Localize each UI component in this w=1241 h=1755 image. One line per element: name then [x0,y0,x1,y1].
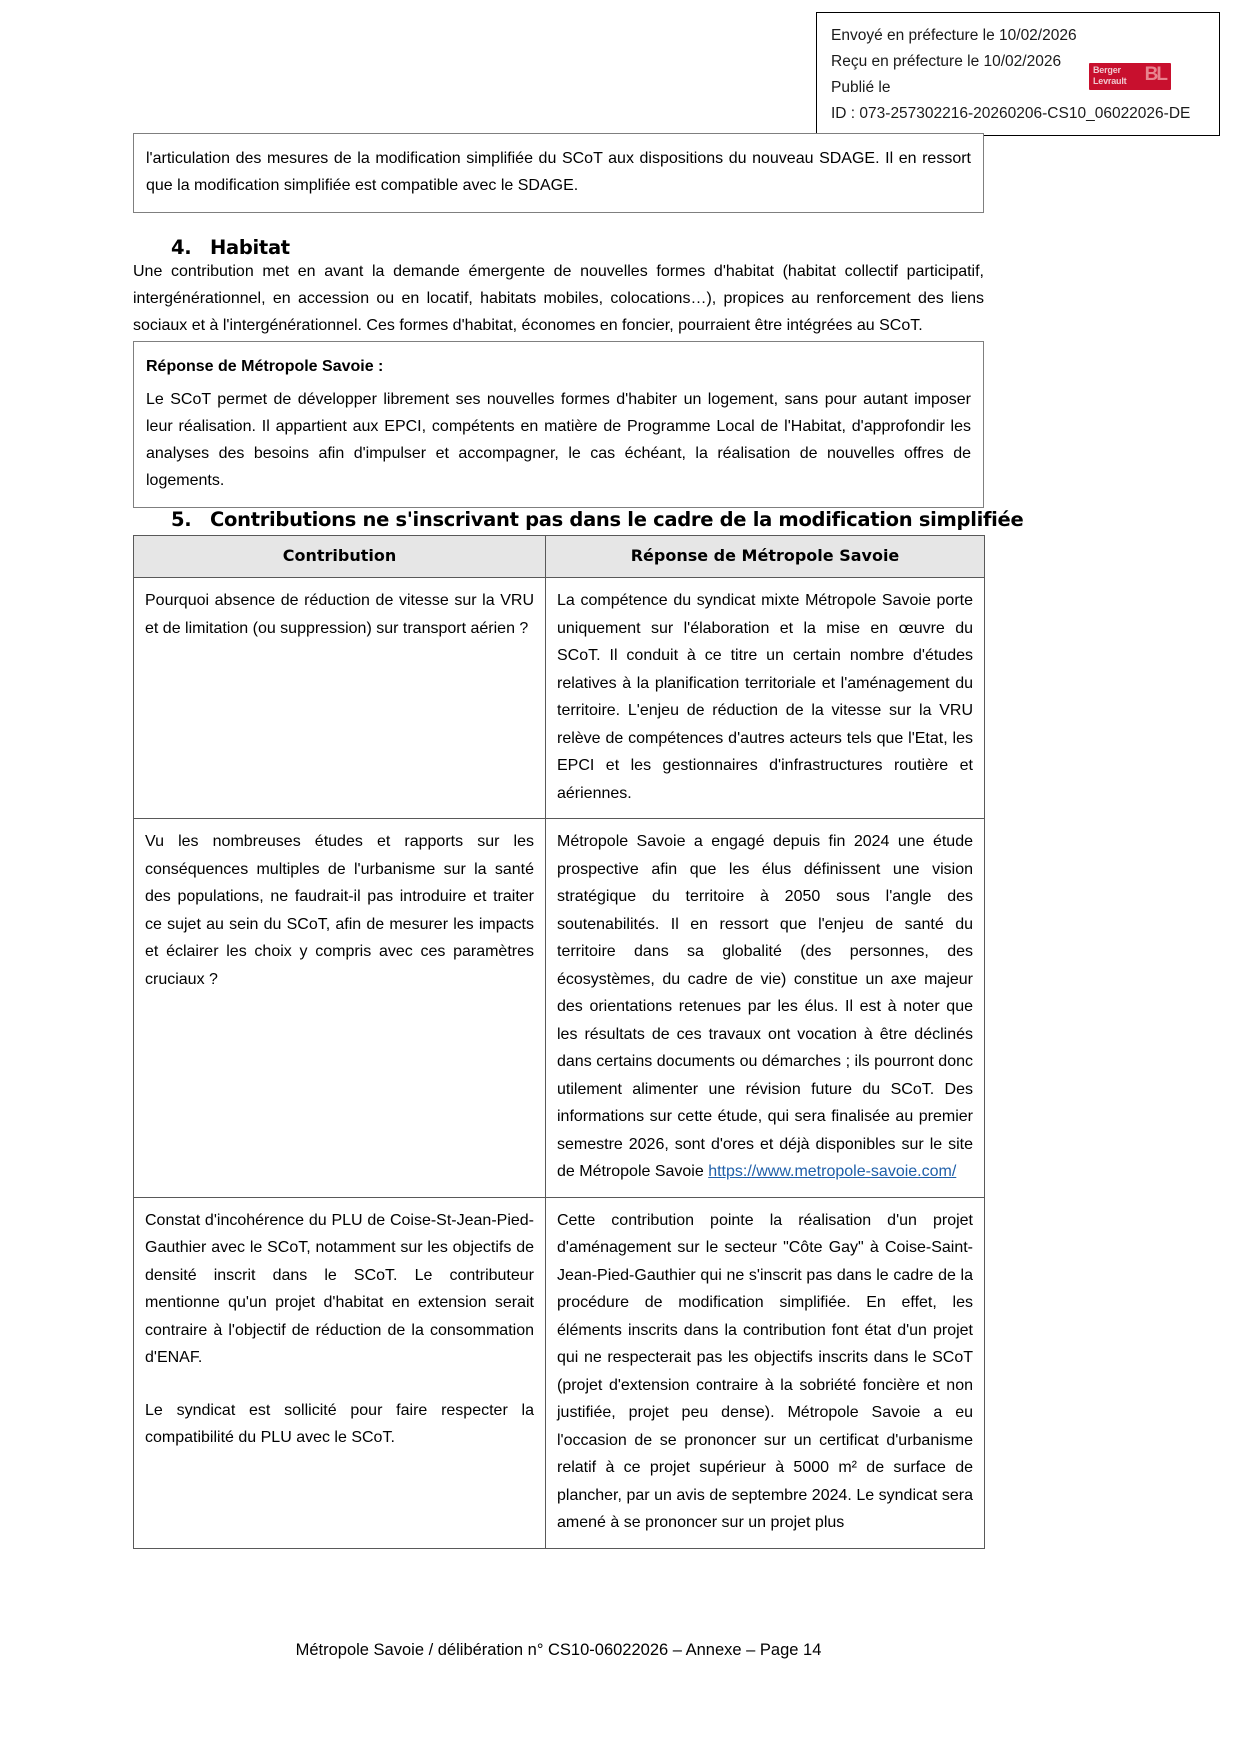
row-2-reponse-paragraph [557,828,973,1186]
table-header-contribution: Contribution [134,536,546,578]
row-3-contribution-paragraph-2: Le syndicat est sollicité pour faire respecter la compatibilité du PLU avec le SCoT. [145,1401,534,1446]
berger-levrault-logo-icon [1089,63,1171,90]
section-5-title: Contributions ne s'inscrivant pas dans le cadre de la modification simplifiée [210,508,1024,532]
row-2-reponse [546,819,985,1198]
berger-levrault-monogram: BL [1144,64,1166,85]
stamp-line-received: Reçu en préfecture le 10/02/2026 [831,53,1062,70]
row-3-contribution [134,1197,546,1548]
stamp-line-id: ID : 073-257302216-20260206-CS10_06022026-DE [831,105,1191,122]
row-2-reponse-text: Métropole Savoie a engagé depuis fin 2024 une étude prospective afin que les élus définissent une vision stratégique du territoire à 2050 sous l'angle des soutenabilités. Il en ressort que l'enjeu de santé du territoire dans sa globalité (des personnes, des écosystèmes, du cadre de vie) constitue un axe majeur des orientations retenues par les élus. Il est à noter que les résultats de ces travaux ont vocation à être déclinés dans certains documents ou démarches ; ils pourront donc utilement alimenter une révision future du SCoT. Des informations sur cette étude, qui sera finalisée au premier semestre 2026, sont d'ores et déjà disponibles sur le site de Métropole Savoie [557,833,973,1180]
sdage-continuation-box [133,133,984,213]
table-row [134,578,985,819]
section-4-response-label: Réponse de Métropole Savoie : [146,358,384,375]
section-4-response-text: Le SCoT permet de développer librement ses nouvelles formes d'habiter un logement, sans pour autant imposer leur réalisation. Il appartient aux EPCI, compétents en matière de Programme Local de l'Habitat, d'approfondir les analyses des besoins afin d'impulser et accompagner, le cas échéant, la réalisation de nouvelles offres de logements. [146,391,971,489]
row-3-reponse: Cette contribution pointe la réalisation d'un projet d'aménagement sur le secteur "Côte Gay" à Coise-Saint-Jean-Pied-Gauthier qui ne s'inscrit pas dans le cadre de la procédure de modification simplifiée. En effet, les éléments inscrits dans la contribution font état d'un projet qui ne respecterait pas les objectifs inscrits dans le SCoT (projet d'extension contraire à la sobriété foncière et non justifiée, projet peu dense). Métropole Savoie a eu l'occasion de se prononcer sur un certificat d'urbanisme relatif à ce projet supérieur à 5000 m² de surface de plancher, par un avis de septembre 2024. Le syndicat sera amené à se prononcer sur un projet plus [546,1197,985,1548]
sdage-continuation-text: l'articulation des mesures de la modification simplifiée du SCoT aux dispositions du nouveau SDAGE. Il en ressort que la modification simplifiée est compatible avec le SDAGE. [146,150,971,194]
prefecture-stamp [816,12,1220,136]
row-1-reponse: La compétence du syndicat mixte Métropole Savoie porte uniquement sur l'élaboration et la mise en œuvre du SCoT. Il conduit à ce titre un certain nombre d'études relatives à la planification territoriale et l'aménagement du territoire. L'enjeu de réduction de la vitesse sur la VRU relève de compétences d'autres acteurs tels que l'Etat, les EPCI et les gestionnaires d'infrastructures routière et aériennes. [546,578,985,819]
table-header-reponse: Réponse de Métropole Savoie [546,536,985,578]
section-4-number: 4. [171,236,192,260]
section-4-response-box [133,341,984,508]
page-footer: Métropole Savoie / délibération n° CS10-06022026 – Annexe – Page 14 [295,1641,822,1659]
section-4-heading [171,236,290,259]
section-5-number: 5. [171,508,192,532]
table-row [134,819,985,1198]
section-4-paragraph: Une contribution met en avant la demande émergente de nouvelles formes d'habitat (habitat collectif participatif, intergénérationnel, en accession ou en locatif, habitats mobiles, colocations…), propices au renforcement des liens sociaux et à l'intergénérationnel. Ces formes d'habitat, économes en foncier, pourraient être intégrées au SCoT. [133,263,984,334]
stamp-line-published: Publié le [831,79,891,96]
stamp-line-sent: Envoyé en préfecture le 10/02/2026 [831,27,1077,44]
row-2-contribution: Vu les nombreuses études et rapports sur les conséquences multiples de l'urbanisme sur la santé des populations, ne faudrait-il pas introduire et traiter ce sujet au sein du SCoT, afin de mesurer les impacts et éclairer les choix y compris avec ces paramètres cruciaux ? [134,819,546,1198]
section-5-heading [171,508,1023,531]
row-1-contribution: Pourquoi absence de réduction de vitesse sur la VRU et de limitation (ou suppression) sur transport aérien ? [134,578,546,819]
table-header-row [134,536,985,578]
metropole-savoie-link[interactable]: https://www.metropole-savoie.com/ [708,1163,957,1180]
section-4-title: Habitat [210,236,290,260]
berger-levrault-wordmark: Berger Levrault [1093,65,1127,86]
table-row [134,1197,985,1548]
row-3-contribution-paragraph-1: Constat d'incohérence du PLU de Coise-St-Jean-Pied-Gauthier avec le SCoT, notamment sur les objectifs de densité inscrit dans le SCoT. Le contributeur mentionne qu'un projet d'habitat en extension serait contraire à l'objectif de réduction de la consommation d'ENAF. [145,1211,534,1366]
contributions-table [133,535,985,1549]
